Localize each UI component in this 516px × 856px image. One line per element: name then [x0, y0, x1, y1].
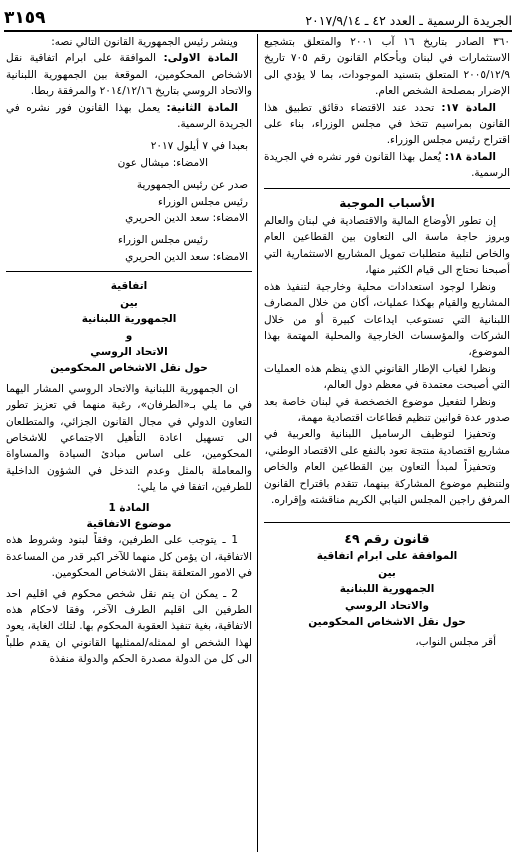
reason-paragraph: ونظرا لغياب الإطار القانوني الذي ينظم هذه العمليات التي أصبحت معتمدة في معظم دول العالم،: [264, 362, 510, 392]
article-text: الموافقة على ابرام اتفاقية نقل الاشخاص المحكومين، الموقعة بين الجمهورية اللبنانية والاتحاد الروسي بتاريخ ٢٠١٤/١٢/١٦ والمرفقة ربطا.: [6, 52, 252, 98]
pm-title: رئيس مجلس الوزراء: [117, 234, 208, 247]
article-text: تحدد عند الاقتضاء دقائق تطبيق هذا القانون بمراسيم تتخذ في مجلس الوزراء، بناء على اقتراح رئيس مجلس الوزراء.: [264, 101, 510, 147]
article-18: [264, 149, 510, 182]
article-title: موضوع الاتفاقية: [86, 517, 172, 530]
page-header: [4, 4, 512, 32]
treaty-title-line: الاتحاد الروسي: [90, 345, 168, 358]
left-column: [6, 34, 252, 854]
clause: 2 ـ يمكن ان يتم نقل شخص محكوم في اقليم احد الطرفين الى اقليم الطرف الآخر، وفقا لاحكام هذه الاتفاقية، بغية تنفيذ العقوبة المحكوم بها. لتلك الغاية، يعود لهذا الشخص او لممثله/لممثليها القانوني ان يقدم طلباً الى كل من الدولة مصدرة الحكم والدولة منفذة: [6, 587, 252, 666]
reason-paragraph: ونظرا لوجود استعدادات محلية وخارجية لتنفيذ هذه المشاريع والقيام بهكذا عمليات، أكان من خلال المصارف اللبنانية التي تستوعب ايداعات كبيرة أو من خلال الشركات والمؤسسات الخارجية والمحلية المهتمة بهذا الموضوع،: [264, 280, 510, 359]
section-divider: [264, 188, 510, 189]
treaty-title-line: بين: [120, 296, 138, 309]
treaty-title-line: و: [125, 329, 133, 342]
page-number: ٣١٥٩: [4, 8, 46, 28]
reason-paragraph: إن تطور الأوضاع المالية والاقتصادية في لبنان والعالم وبروز حاجة ماسة الى التعاون بين القطاعين العام والخاص لتلبية متطلبات تمويل المشاريع الاستثمارية التي أصبحنا نحتاج الى قيام الكثير منها،: [264, 215, 510, 277]
section-divider: [6, 271, 252, 272]
signature-line: الامضاء: سعد الدين الحريري: [125, 212, 248, 225]
signature-line: الامضاء: ميشال عون: [117, 156, 208, 169]
article-label: المادة الاولى:: [163, 52, 238, 65]
law-title: قانون رقم ٤٩: [344, 531, 430, 547]
reasons-title: الأسباب الموجبة: [339, 195, 435, 210]
intro-line: وينشر رئيس الجمهورية القانون التالي نصه:: [51, 36, 238, 48]
law-subject-line: الموافقة على ابرام اتفاقية: [316, 550, 458, 563]
treaty-title-line: حول نقل الاشخاص المحكومين: [50, 362, 208, 375]
article-number: المادة 1: [108, 501, 150, 514]
clause: 1 ـ يتوجب على الطرفين، وفقاً لبنود وشروط هذه الاتفاقية، ان يؤمن كل منهما للآخر اكبر قدر من المساعدة في الامور المتعلقة بنقل الاشخاص المحكومين.: [6, 534, 252, 580]
treaty-title-line: اتفاقية: [110, 280, 148, 293]
signing-date: بعبدا في ٧ أيلول ٢٠١٧: [150, 140, 248, 153]
paragraph: ٣٦٠ الصادر بتاريخ ١٦ آب ٢٠٠١ والمتعلق بتشجيع الاستثمارات في لبنان وبأحكام القانون رقم ٧٠٥ تاريخ ٢٠٠٥/١٢/٩ المتعلق بتسنيد الموجودات، بما لا يؤدي الى الإضرار بمصلحة الشخص العام.: [264, 36, 510, 98]
article-label: المادة ١٧:: [441, 101, 496, 114]
article-1: [6, 50, 252, 99]
right-column: [264, 34, 510, 854]
section-divider: [264, 522, 510, 523]
law-subject-line: بين: [378, 566, 396, 579]
article-label: المادة ١٨:: [444, 150, 496, 163]
reason-paragraph: وتحفيزاً لمبدأ التعاون بين القطاعين العام والخاص ولتنظيم موضوع المشاركة بينهما، تتقدم باقتراح القانون المرفق راجين المجلس النيابي الكريم مناقشته وإقراره.: [264, 461, 510, 506]
article-17: [264, 100, 510, 149]
article-text: يعمل بهذا القانون فور نشره في الجريدة الرسمية.: [6, 101, 252, 131]
article-text: يُعمل بهذا القانون فور نشره في الجريدة الرسمية.: [264, 150, 510, 180]
treaty-title-line: الجمهورية اللبنانية: [81, 313, 177, 326]
journal-issue-line: الجريدة الرسمية ـ العدد ٤٢ ـ ٢٠١٧/٩/١٤: [305, 13, 512, 28]
preamble: ان الجمهورية اللبنانية والاتحاد الروسي المشار اليهما في ما يلي بـ«الطرفان»، رغبة منهما في تعزيز تطور التعاون الدولي في مجال القانون الجزائي، والمتطلعان الى تسهيل اعادة التأهيل الاجتماعي للاشخاص المحكومين، على اساس مبادئ السيادة والمساواة والمعاملة بالمثل وعدم التدخل في الشؤون الداخلية للطرفين، اتفقا في ما يلي:: [6, 382, 252, 494]
reason-paragraph: وتحفيزا لتوظيف الرساميل اللبنانية والعربية في مشاريع اقتصادية منتجة تعود بالنفع على الاقتصاد الوطني،: [264, 428, 510, 457]
pm-title: رئيس مجلس الوزراء: [157, 195, 248, 208]
issued-line: صدر عن رئيس الجمهورية: [136, 179, 248, 192]
law-subject-line: والاتحاد الروسي: [345, 599, 429, 612]
signature-line: الامضاء: سعد الدين الحريري: [125, 250, 248, 263]
article-label: المادة الثانية:: [166, 101, 238, 114]
reason-paragraph: ونظرا لتفعيل موضوع الخصخصة في لبنان خاصة بعد صدور عدة قوانين تنظيم قطاعات اقتصادية مهمة،: [264, 395, 510, 424]
article-2: [6, 100, 252, 133]
parliament-line: أقر مجلس النواب،: [415, 636, 496, 649]
law-subject-line: الجمهورية اللبنانية: [339, 583, 435, 596]
column-divider: [257, 34, 258, 852]
law-subject-line: حول نقل الاشخاص المحكومين: [308, 616, 466, 628]
